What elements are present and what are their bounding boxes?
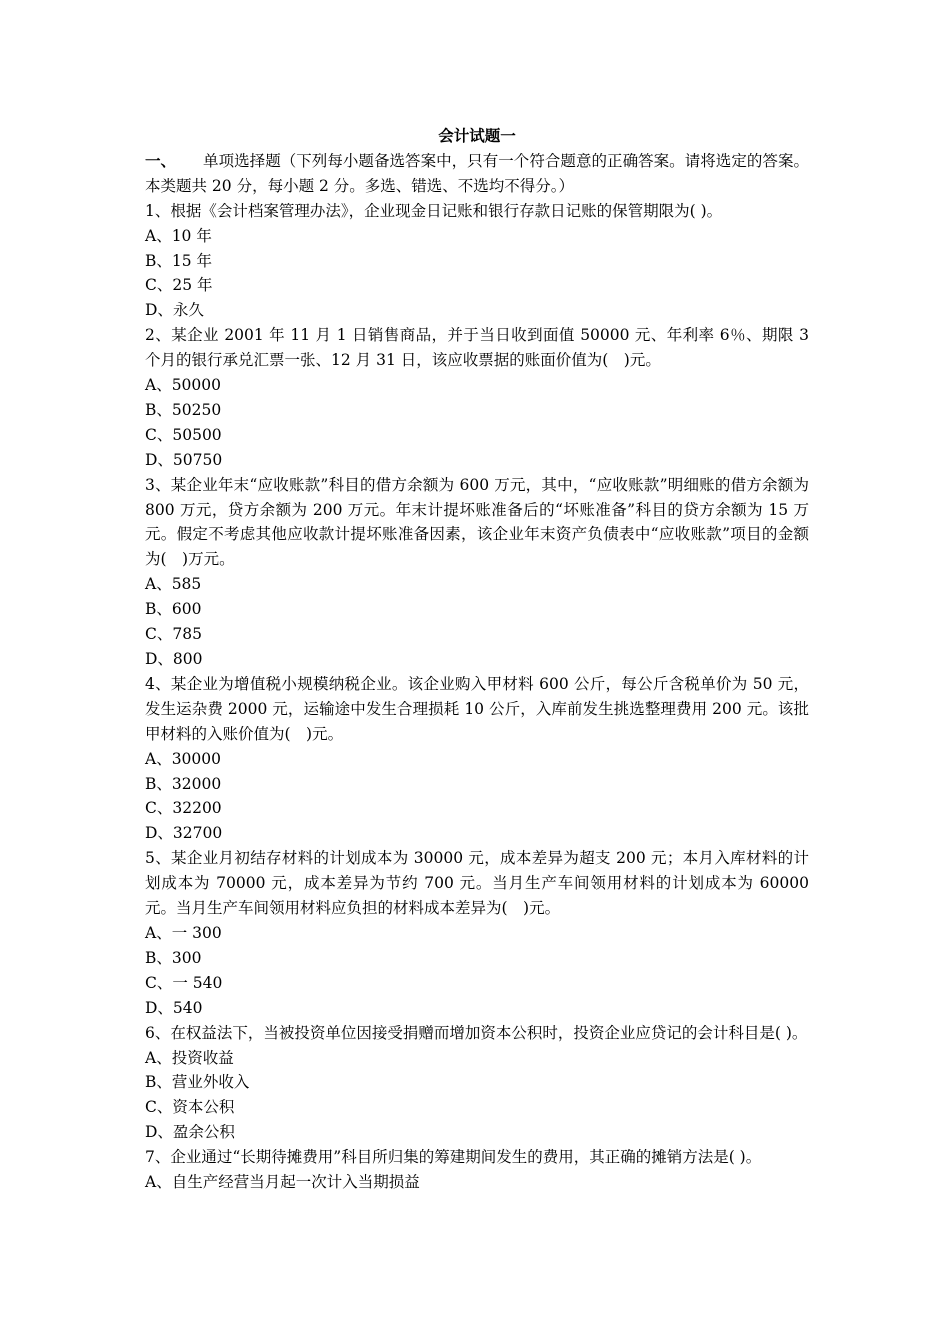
option-a: A、10 年 — [145, 226, 212, 245]
question-text: 4、某企业为增值税小规模纳税企业。该企业购入甲材料 600 公斤，每公斤含税单价为 50 元，发生运杂费 2000 元，运输途中发生合理损耗 10 公斤，入库前发生挑选整理费用 200 元。该批甲材料的入账价值为( )元。 — [145, 674, 809, 743]
section-instructions: 单项选择题（下列每小题备选答案中，只有一个符合题意的正确答案。请将选定的答案。本类题共 20 分，每小题 2 分。多选、错选、不选均不得分。） — [145, 151, 809, 195]
question-text: 5、某企业月初结存材料的计划成本为 30000 元，成本差异为超支 200 元；本月入库材料的计划成本为 70000 元，成本差异为节约 700 元。当月生产车间领用材料的计划成本为 60000 元。当月生产车间领用材料应负担的材料成本差异为( )元。 — [145, 849, 809, 918]
option-a: A、一 300 — [145, 923, 222, 942]
option-a: A、30000 — [145, 749, 222, 768]
question-5 — [145, 846, 809, 1020]
question-7 — [145, 1145, 809, 1195]
option-c: C、资本公积 — [145, 1098, 235, 1117]
question-text: 3、某企业年末“应收账款”科目的借方余额为 600 万元，其中，“应收账款”明细账的借方余额为 800 万元，贷方余额为 200 万元。年末计提坏账准备后的“坏账准备”科目的贷方余额为 15 万元。假定不考虑其他应收款计提坏账准备因素，该企业年末资产负债表中“应收账款”项目的金额为( )万元。 — [145, 475, 809, 569]
option-d: D、540 — [145, 998, 203, 1017]
question-text: 6、在权益法下，当被投资单位因接受捐赠而增加资本公积时，投资企业应贷记的会计科目是( )。 — [145, 1023, 808, 1042]
option-a: A、50000 — [145, 376, 222, 395]
option-d: D、盈余公积 — [145, 1123, 235, 1142]
question-4 — [145, 672, 809, 846]
question-text: 7、企业通过“长期待摊费用”科目所归集的筹建期间发生的费用，其正确的摊销方法是( )。 — [145, 1148, 762, 1167]
option-b: B、营业外收入 — [145, 1073, 250, 1092]
question-text: 1、根据《会计档案管理办法》，企业现金日记账和银行存款日记账的保管期限为( )。 — [145, 201, 723, 220]
option-a: A、投资收益 — [145, 1048, 234, 1067]
option-c: C、50500 — [145, 425, 222, 444]
page-title: 会计试题一 — [438, 126, 516, 145]
option-c: C、785 — [145, 625, 202, 644]
option-c: C、32200 — [145, 799, 222, 818]
question-6 — [145, 1021, 809, 1146]
section-number: 一、 — [145, 150, 177, 170]
option-b: B、600 — [145, 600, 202, 619]
document-body — [145, 124, 809, 1195]
question-2 — [145, 323, 809, 472]
option-a: A、585 — [145, 575, 202, 594]
option-d: D、32700 — [145, 824, 223, 843]
option-d: D、永久 — [145, 301, 204, 320]
option-c: C、一 540 — [145, 973, 223, 992]
option-b: B、32000 — [145, 774, 222, 793]
question-1 — [145, 199, 809, 324]
option-b: B、50250 — [145, 400, 222, 419]
question-3 — [145, 473, 809, 672]
section-heading — [145, 149, 809, 199]
question-text: 2、某企业 2001 年 11 月 1 日销售商品，并于当日收到面值 50000 元、年利率 6％、期限 3 个月的银行承兑汇票一张、12 月 31 日，该应收票据的账面价值为( )元。 — [145, 326, 809, 370]
option-c: C、25 年 — [145, 276, 213, 295]
option-b: B、15 年 — [145, 251, 213, 270]
option-b: B、300 — [145, 948, 202, 967]
option-d: D、50750 — [145, 450, 223, 469]
option-a: A、自生产经营当月起一次计入当期损益 — [145, 1173, 420, 1192]
option-d: D、800 — [145, 650, 203, 669]
